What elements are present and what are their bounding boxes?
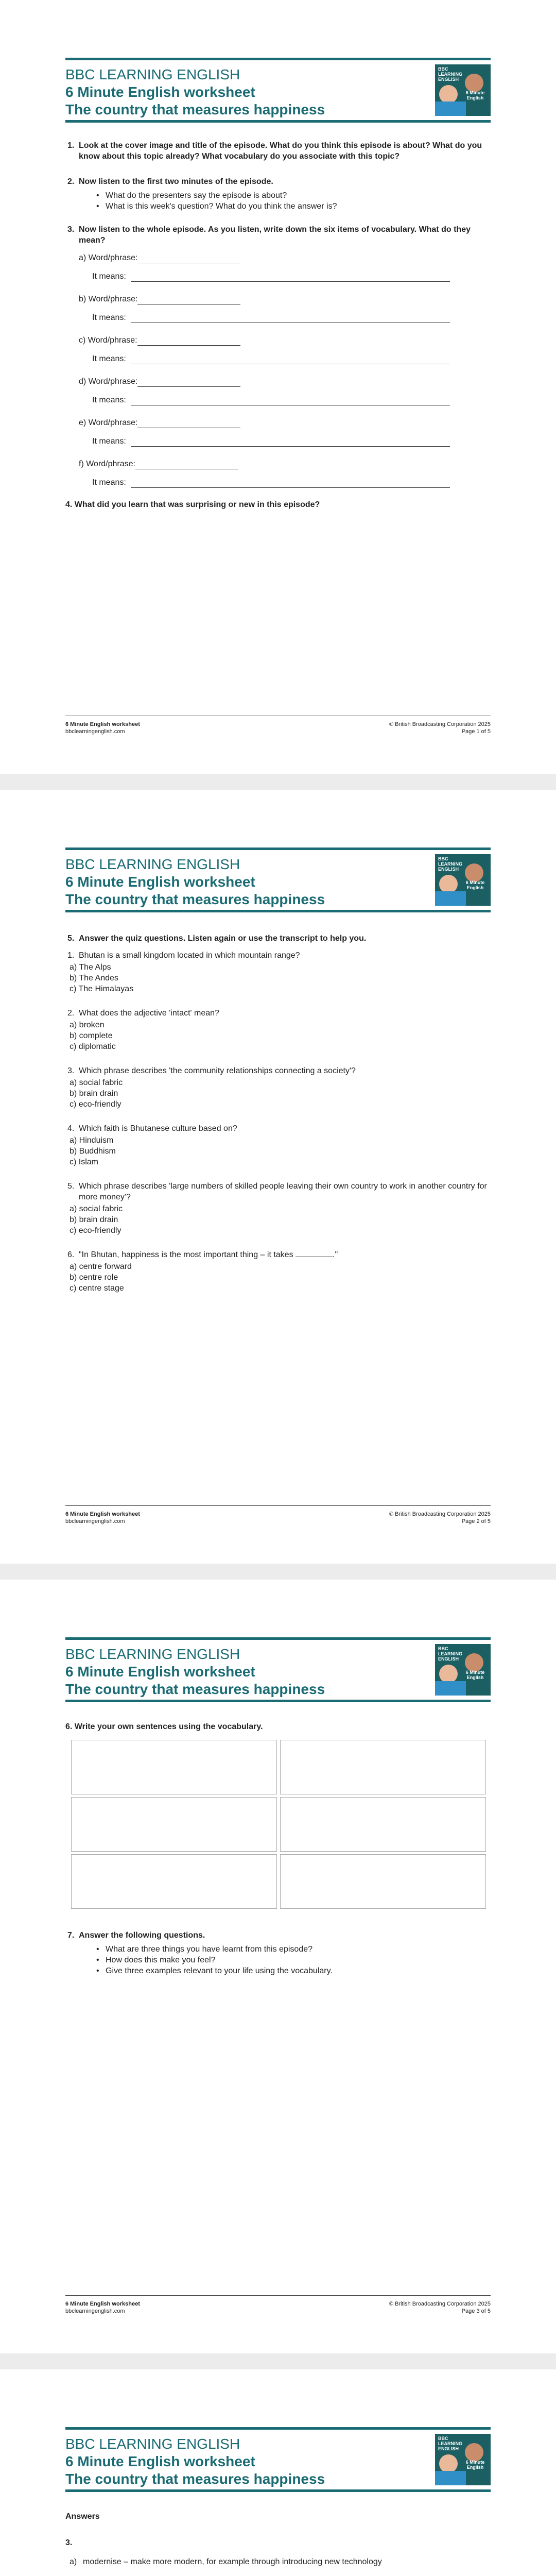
word-blank[interactable]	[137, 255, 240, 263]
answers-heading: Answers	[65, 2512, 100, 2521]
presenter-shirt	[435, 1681, 466, 1696]
presenter-figure-left	[439, 1665, 458, 1683]
quiz-option[interactable]: b) complete	[70, 1031, 113, 1040]
top-rule	[65, 1637, 491, 1640]
header-rule	[65, 2489, 491, 2492]
badge-brand: BBC LEARNING ENGLISH	[438, 2436, 462, 2451]
meaning-blank[interactable]	[131, 438, 450, 447]
vocab-letter: b)	[79, 295, 86, 303]
quiz-text: Which phrase describes 'large numbers of skilled people leaving their own country to work in another country for more money'?	[79, 1182, 487, 1201]
presenter-figure-left	[439, 85, 458, 104]
word-blank[interactable]	[135, 461, 238, 469]
meaning-blank[interactable]	[131, 314, 450, 323]
question-5	[65, 933, 491, 944]
quiz-text: Which phrase describes 'the community relationships connecting a society'?	[79, 1066, 356, 1075]
quiz-number: 1.	[67, 951, 75, 960]
sentence-box-4[interactable]	[280, 1797, 486, 1852]
answer-text: modernise – make more modern, for example through introducing new technology	[83, 2557, 382, 2566]
question-4	[65, 499, 491, 510]
vocab-f	[79, 458, 491, 488]
word-blank[interactable]	[137, 337, 240, 346]
gap-blank[interactable]	[296, 1249, 333, 1257]
worksheet-title: 6 Minute English worksheet	[65, 1664, 255, 1680]
quiz-option[interactable]: c) eco-friendly	[70, 1226, 121, 1235]
badge-brand: BBC LEARNING ENGLISH	[438, 66, 462, 82]
quiz-question-6	[65, 1249, 491, 1294]
footer-url[interactable]: bbclearningenglish.com	[65, 728, 125, 735]
footer-copyright: © British Broadcasting Corporation 2025	[389, 721, 491, 727]
footer-title: 6 Minute English worksheet	[65, 1511, 140, 1517]
quiz-option[interactable]: c) eco-friendly	[70, 1100, 121, 1109]
quiz-number: 5.	[67, 1182, 75, 1191]
vocab-d	[79, 376, 491, 405]
footer-url[interactable]: bbclearningenglish.com	[65, 2308, 125, 2314]
quiz-text: What does the adjective 'intact' mean?	[79, 1009, 219, 1018]
quiz-option[interactable]: b) brain drain	[70, 1089, 118, 1098]
word-blank[interactable]	[137, 419, 240, 428]
page1-content	[65, 140, 491, 516]
presenter-figure-right	[465, 2443, 483, 2462]
question-number: 5.	[67, 934, 75, 943]
worksheet-title: 6 Minute English worksheet	[65, 874, 255, 890]
quiz-option[interactable]: c) The Himalayas	[70, 985, 134, 993]
header-rule	[65, 120, 491, 123]
question-text: Now listen to the whole episode. As you listen, write down the six items of vocabulary. What do they mean?	[79, 225, 471, 245]
header-rule	[65, 910, 491, 912]
meaning-label: It means:	[92, 313, 126, 322]
quiz-option[interactable]: a) The Alps	[70, 963, 111, 972]
presenter-shirt	[435, 891, 466, 906]
top-rule	[65, 58, 491, 60]
episode-badge	[435, 64, 491, 116]
word-label: Word/phrase:	[88, 336, 137, 345]
answer-letter: a)	[70, 2557, 77, 2566]
answers-3-number: 3.	[65, 2538, 73, 2547]
presenter-figure-left	[439, 2454, 458, 2473]
word-label: Word/phrase:	[88, 295, 138, 303]
quiz-option[interactable]: a) centre forward	[70, 1262, 132, 1271]
page-number: Page 2 of 5	[461, 1518, 491, 1524]
sentence-box-5[interactable]	[71, 1854, 277, 1909]
question-text: Answer the following questions.	[79, 1931, 205, 1940]
word-blank[interactable]	[137, 296, 240, 304]
quiz-option[interactable]: a) social fabric	[70, 1205, 123, 1213]
quiz-option[interactable]: b) Buddhism	[70, 1147, 116, 1156]
presenter-shirt	[435, 101, 466, 116]
episode-title: The country that measures happiness	[65, 891, 325, 907]
vocab-letter: c)	[79, 336, 86, 345]
quiz-text: "In Bhutan, happiness is the most important thing – it takes	[79, 1250, 293, 1259]
question-7-bullets	[96, 1944, 491, 1976]
sentence-box-3[interactable]	[71, 1797, 277, 1852]
question-text: Look at the cover image and title of the episode. What do you think this episode is about? What do you know about this topic already? What vocabulary do you associate with this topic?	[79, 141, 482, 161]
vocab-a	[79, 252, 491, 282]
presenter-figure-right	[465, 1653, 483, 1672]
page2-content	[65, 933, 491, 1307]
quiz-option[interactable]: b) brain drain	[70, 1215, 118, 1224]
episode-title: The country that measures happiness	[65, 2471, 325, 2487]
question-text: Answer the quiz questions. Listen again or use the transcript to help you.	[79, 934, 367, 943]
quiz-number: 2.	[67, 1009, 75, 1018]
quiz-question-1	[65, 950, 491, 994]
quiz-option[interactable]: a) broken	[70, 1021, 105, 1029]
episode-badge	[435, 2434, 491, 2485]
question-text: Write your own sentences using the vocabulary.	[74, 1722, 263, 1731]
answer-3a	[65, 2556, 491, 2567]
word-label: Word/phrase:	[88, 377, 138, 386]
footer-rule	[65, 2295, 491, 2296]
footer-title: 6 Minute English worksheet	[65, 721, 140, 727]
question-number: 2.	[67, 177, 75, 186]
quiz-option[interactable]: c) Islam	[70, 1158, 98, 1166]
vocab-letter: d)	[79, 377, 86, 386]
quiz-question-5	[65, 1181, 491, 1236]
bullet-item: • Give three examples relevant to your life using the vocabulary.	[96, 1965, 491, 1976]
quiz-option[interactable]: c) centre stage	[70, 1284, 124, 1293]
quiz-number: 6.	[67, 1250, 75, 1259]
question-number: 7.	[67, 1931, 75, 1940]
episode-badge	[435, 854, 491, 906]
badge-episode: 6 Minute English	[465, 2460, 485, 2470]
quiz-option[interactable]: a) Hinduism	[70, 1136, 114, 1145]
bullet-item: • What is this week's question? What do you think the answer is?	[96, 201, 491, 212]
vocab-letter: a)	[79, 253, 86, 262]
badge-brand: BBC LEARNING ENGLISH	[438, 1646, 462, 1662]
meaning-blank[interactable]	[131, 273, 450, 282]
vocab-e	[79, 417, 491, 447]
question-2-bullets	[96, 190, 491, 212]
question-6	[65, 1721, 491, 1732]
sentence-box-6[interactable]	[280, 1854, 486, 1909]
worksheet-title: 6 Minute English worksheet	[65, 2453, 255, 2469]
sentence-box-1[interactable]	[71, 1740, 277, 1794]
top-rule	[65, 2427, 491, 2430]
presenter-shirt	[435, 2471, 466, 2485]
quiz-option[interactable]: b) The Andes	[70, 974, 118, 982]
badge-episode: 6 Minute English	[465, 880, 485, 890]
quiz-option[interactable]: c) diplomatic	[70, 1042, 116, 1051]
footer-copyright: © British Broadcasting Corporation 2025	[389, 1511, 491, 1517]
meaning-label: It means:	[92, 396, 126, 404]
quiz-question-3	[65, 1065, 491, 1110]
footer-copyright: © British Broadcasting Corporation 2025	[389, 2301, 491, 2307]
question-number: 1.	[67, 141, 75, 150]
quiz-text-end: ."	[333, 1250, 338, 1259]
brand-name: BBC LEARNING ENGLISH	[65, 856, 240, 872]
question-3	[65, 224, 491, 246]
word-label: Word/phrase:	[86, 460, 135, 468]
page4-content	[65, 2511, 491, 2576]
question-1	[65, 140, 491, 162]
quiz-text: Bhutan is a small kingdom located in which mountain range?	[79, 951, 300, 960]
worksheet-page-4	[0, 2369, 556, 2576]
vocab-c	[79, 334, 491, 364]
vocab-b	[79, 293, 491, 323]
presenter-figure-right	[465, 863, 483, 882]
word-label: Word/phrase:	[88, 418, 138, 427]
episode-title: The country that measures happiness	[65, 101, 325, 117]
worksheet-title: 6 Minute English worksheet	[65, 84, 255, 100]
quiz-option[interactable]: b) centre role	[70, 1273, 118, 1282]
page-number: Page 1 of 5	[461, 728, 491, 735]
meaning-blank[interactable]	[131, 479, 450, 488]
footer-url[interactable]: bbclearningenglish.com	[65, 1518, 125, 1524]
bullet-item: • What do the presenters say the episode is about?	[96, 190, 491, 201]
footer-title: 6 Minute English worksheet	[65, 2301, 140, 2307]
meaning-blank[interactable]	[131, 397, 450, 405]
episode-badge	[435, 1644, 491, 1696]
page3-content-lower	[65, 1930, 491, 1989]
meaning-label: It means:	[92, 354, 126, 363]
badge-brand: BBC LEARNING ENGLISH	[438, 856, 462, 872]
question-number: 6.	[65, 1722, 73, 1731]
header-rule	[65, 1700, 491, 1702]
brand-name: BBC LEARNING ENGLISH	[65, 66, 240, 82]
episode-title: The country that measures happiness	[65, 1681, 325, 1697]
question-2	[65, 176, 491, 187]
quiz-option[interactable]: a) social fabric	[70, 1078, 123, 1087]
word-label: Word/phrase:	[88, 253, 138, 262]
page-number: Page 3 of 5	[461, 2308, 491, 2314]
bullet-item: • What are three things you have learnt from this episode?	[96, 1944, 491, 1955]
question-7	[65, 1930, 491, 1941]
brand-name: BBC LEARNING ENGLISH	[65, 1646, 240, 1662]
quiz-number: 4.	[67, 1124, 75, 1133]
vocab-letter: f)	[79, 460, 84, 468]
top-rule	[65, 848, 491, 850]
question-text: Now listen to the first two minutes of the episode.	[79, 177, 273, 186]
quiz-text: Which faith is Bhutanese culture based on?	[79, 1124, 237, 1133]
presenter-figure-right	[465, 74, 483, 92]
worksheet-page-2	[0, 790, 556, 1564]
meaning-label: It means:	[92, 272, 126, 281]
footer-rule	[65, 1505, 491, 1506]
bullet-item: • How does this make you feel?	[96, 1955, 491, 1965]
word-blank[interactable]	[137, 378, 240, 387]
meaning-blank[interactable]	[131, 355, 450, 364]
badge-episode: 6 Minute English	[465, 1670, 485, 1680]
meaning-label: It means:	[92, 437, 126, 446]
presenter-figure-left	[439, 875, 458, 893]
question-number: 3.	[67, 225, 75, 234]
page3-content	[65, 1721, 491, 1738]
worksheet-page-3	[0, 1580, 556, 2353]
worksheet-page-1	[0, 0, 556, 774]
quiz-question-2	[65, 1008, 491, 1052]
badge-episode: 6 Minute English	[465, 90, 485, 100]
vocab-letter: e)	[79, 418, 86, 427]
meaning-label: It means:	[92, 478, 126, 487]
quiz-question-4	[65, 1123, 491, 1167]
sentence-box-2[interactable]	[280, 1740, 486, 1794]
quiz-number: 3.	[67, 1066, 75, 1075]
brand-name: BBC LEARNING ENGLISH	[65, 2436, 240, 2452]
question-text: What did you learn that was surprising or new in this episode?	[74, 500, 320, 509]
question-number: 4.	[65, 500, 73, 509]
